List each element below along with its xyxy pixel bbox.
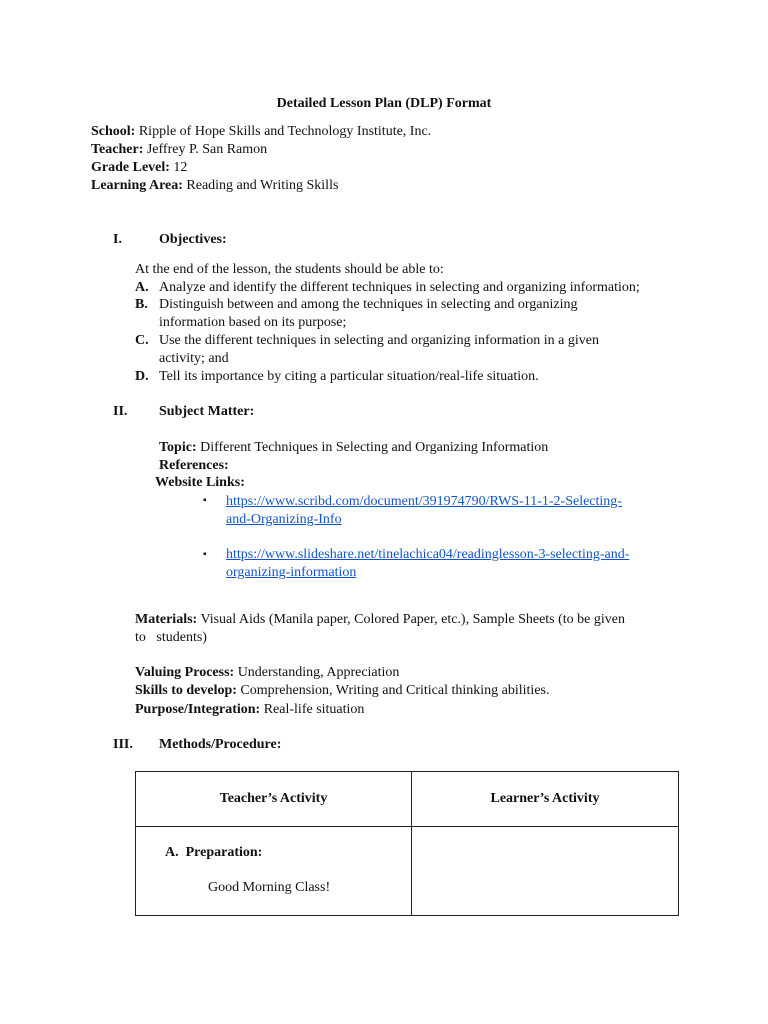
valuing-value: Understanding, Appreciation [237, 665, 400, 680]
school-label: School: [91, 124, 136, 139]
area-label: Learning Area: [91, 178, 183, 193]
teacher-label: Teacher: [91, 142, 144, 157]
objective-text: Tell its importance by citing a particular situation/real-life situation. [159, 369, 539, 384]
teacher-activity-cell [136, 827, 412, 916]
link-text-cont[interactable]: organizing-information [226, 565, 357, 580]
objective-text-cont: information based on its purpose; [159, 315, 347, 330]
methods-table [135, 771, 679, 916]
materials-value: Visual Aids (Manila paper, Colored Paper, etc.), Sample Sheets (to be given [200, 612, 625, 627]
reference-link-scribd[interactable] [226, 493, 622, 529]
valuing-label: Valuing Process: [135, 665, 235, 680]
skills-value: Comprehension, Writing and Critical thinking abilities. [240, 683, 550, 698]
area-value: Reading and Writing Skills [186, 178, 339, 193]
topic-line [159, 439, 548, 457]
link-text[interactable]: https://www.slideshare.net/tinelachica04/readinglesson-3-selecting-and- [226, 547, 630, 562]
page-title: Detailed Lesson Plan (DLP) Format [276, 96, 492, 111]
objectives-heading: Objectives: [159, 232, 227, 247]
website-links-label: Website Links: [155, 475, 245, 490]
grade-line [91, 159, 187, 177]
skills-label: Skills to develop: [135, 683, 237, 698]
methods-heading: Methods/Procedure: [159, 737, 282, 752]
purpose-value: Real-life situation [263, 702, 365, 717]
table-header-row [136, 772, 679, 827]
purpose-label: Purpose/Integration: [135, 702, 261, 717]
objective-letter: B. [135, 297, 148, 312]
materials-cont: to students) [135, 630, 207, 645]
greeting-text: Good Morning Class! [208, 880, 331, 895]
objectives-intro: At the end of the lesson, the students should be able to: [135, 262, 444, 277]
topic-label: Topic: [159, 440, 197, 455]
objective-text-cont: activity; and [159, 351, 229, 366]
learner-activity-cell [412, 827, 679, 916]
materials-label: Materials: [135, 612, 198, 627]
objective-letter: D. [135, 369, 149, 384]
preparation-label: A. Preparation: [165, 845, 263, 860]
objectives-numeral: I. [113, 232, 122, 247]
area-line [91, 177, 338, 195]
objective-text: Distinguish between and among the techniques in selecting and organizing [159, 297, 578, 312]
skills-line [135, 682, 550, 700]
teacher-line [91, 141, 267, 159]
topic-value: Different Techniques in Selecting and Organizing Information [200, 440, 549, 455]
reference-link-slideshare[interactable] [226, 546, 629, 582]
purpose-line [135, 701, 364, 719]
learner-activity-header: Learner’s Activity [412, 772, 679, 827]
methods-numeral: III. [113, 737, 133, 752]
teacher-activity-header: Teacher’s Activity [136, 772, 412, 827]
subject-numeral: II. [113, 404, 128, 419]
objective-text: Use the different techniques in selecting and organizing information in a given [159, 333, 599, 348]
bullet-icon: ▪ [203, 549, 207, 560]
objective-text: Analyze and identify the different techniques in selecting and organizing information; [159, 280, 640, 295]
references-label: References: [159, 458, 229, 473]
bullet-icon: ▪ [203, 495, 207, 506]
objective-letter: A. [135, 280, 149, 295]
objective-letter: C. [135, 333, 149, 348]
grade-label: Grade Level: [91, 160, 170, 175]
link-text[interactable]: https://www.scribd.com/document/391974790/RWS-11-1-2-Selecting- [226, 494, 622, 509]
teacher-value: Jeffrey P. San Ramon [146, 142, 268, 157]
subject-heading: Subject Matter: [159, 404, 255, 419]
link-text-cont[interactable]: and-Organizing-Info [226, 512, 342, 527]
school-line [91, 123, 431, 141]
table-row [136, 827, 679, 916]
valuing-line [135, 664, 399, 682]
grade-value: 12 [173, 160, 188, 175]
materials-line [135, 611, 625, 629]
school-value: Ripple of Hope Skills and Technology Institute, Inc. [138, 124, 432, 139]
